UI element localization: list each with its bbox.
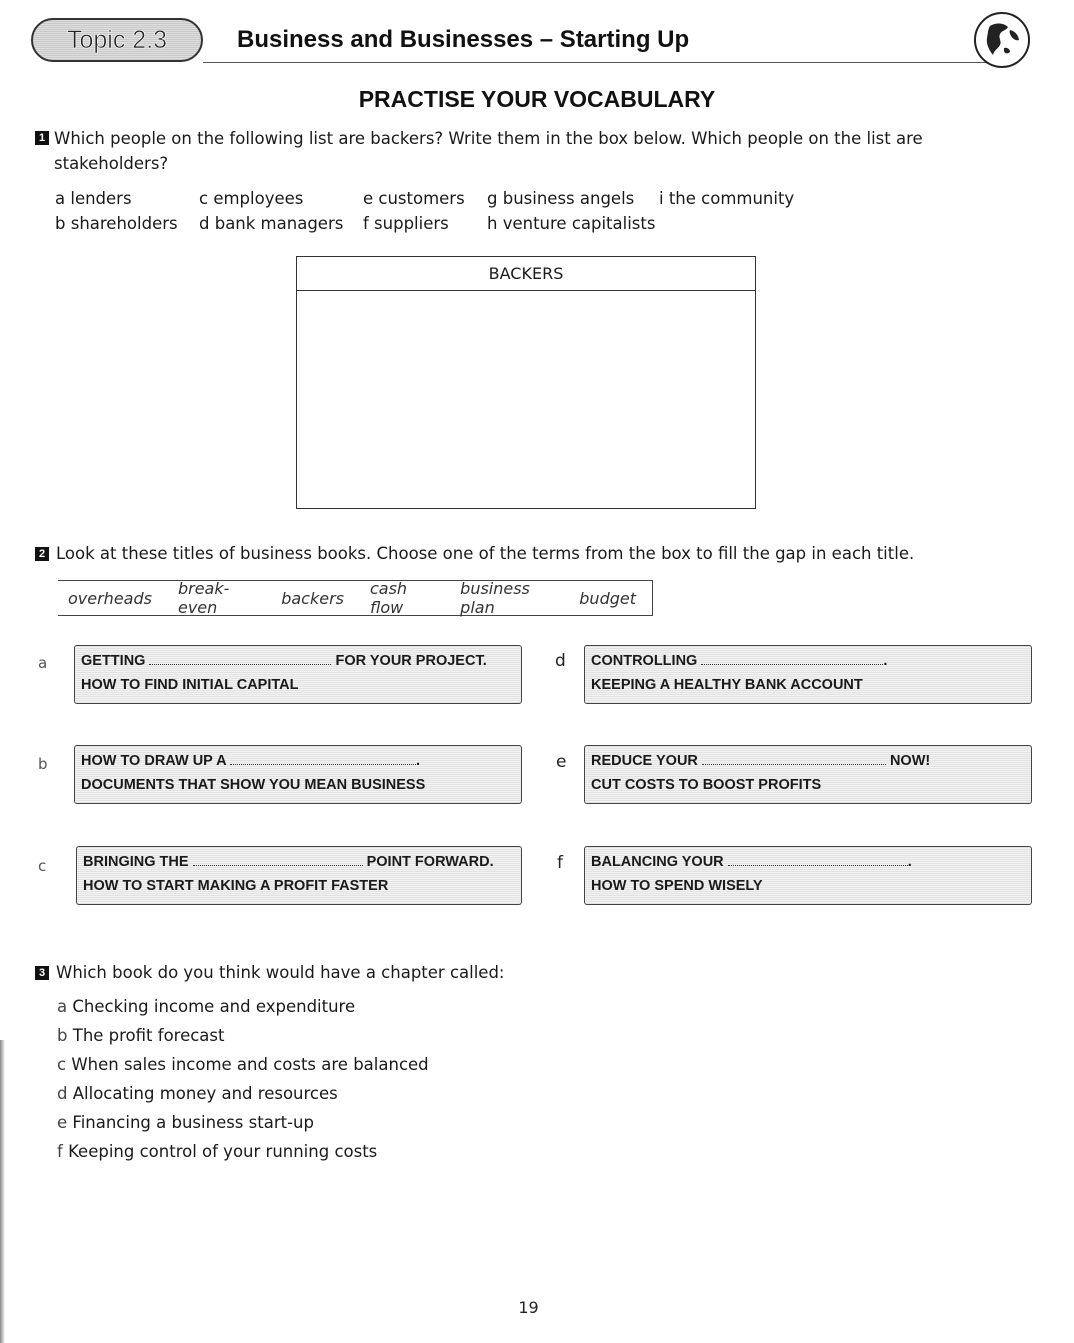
book-title-f: [584, 846, 1032, 905]
book-a-post: FOR YOUR PROJECT.: [335, 653, 487, 669]
book-b-pre: HOW TO DRAW UP A: [81, 753, 226, 769]
book-d-subtitle: KEEPING A HEALTHY BANK ACCOUNT: [591, 677, 863, 693]
page-number: 19: [518, 1298, 539, 1317]
book-c-gap[interactable]: [193, 853, 363, 866]
book-c-letter: c: [38, 857, 47, 875]
globe-icon: [974, 12, 1030, 68]
book-e-letter: e: [556, 752, 567, 772]
question-1-text-line1: Which people on the following list are backers? Write them in the box below. Which people on the list are: [54, 129, 923, 148]
book-b-subtitle: DOCUMENTS THAT SHOW YOU MEAN BUSINESS: [81, 777, 426, 793]
book-f-post: .: [907, 854, 912, 870]
book-d-gap[interactable]: [701, 652, 883, 665]
question-2-text: Look at these titles of business books. Choose one of the terms from the box to fill the gap in each title.: [56, 544, 915, 563]
term-business-plan: business plan: [460, 579, 530, 617]
chapter-item-e: e Financing a business start-up: [57, 1113, 314, 1132]
book-a-subtitle: HOW TO FIND INITIAL CAPITAL: [81, 677, 299, 693]
question-3-number: 3: [35, 966, 49, 980]
word-e: e customers: [363, 189, 465, 208]
book-f-gap[interactable]: [728, 853, 908, 866]
book-e-subtitle: CUT COSTS TO BOOST PROFITS: [591, 777, 822, 793]
term-cash-flow: cash flow: [369, 579, 408, 617]
term-budget: budget: [579, 588, 636, 608]
book-a-pre: GETTING: [81, 653, 146, 669]
topic-badge: [31, 18, 203, 62]
book-title-c: [76, 846, 522, 905]
book-e-gap[interactable]: [702, 752, 886, 765]
book-a-letter: a: [38, 654, 48, 672]
book-d-letter: d: [555, 651, 566, 671]
book-title-a: [74, 645, 522, 704]
book-title-e: [584, 745, 1032, 804]
chapter-item-a: a Checking income and expenditure: [57, 997, 356, 1016]
backers-answer-box[interactable]: [296, 256, 756, 509]
chapter-item-b: b The profit forecast: [57, 1026, 225, 1045]
word-f: f suppliers: [363, 214, 449, 233]
terms-box: [58, 580, 653, 616]
word-i: i the community: [659, 189, 795, 208]
book-d-post: .: [883, 653, 888, 669]
page-binding-shadow: [0, 1040, 5, 1343]
chapter-item-f: f Keeping control of your running costs: [57, 1142, 378, 1161]
question-1-text-line2: stakeholders?: [54, 154, 169, 173]
term-backers: backers: [281, 588, 344, 608]
topic-label: Topic 2.3: [66, 25, 168, 54]
backers-box-title: BACKERS: [297, 257, 755, 291]
question-3-text: Which book do you think would have a chapter called:: [56, 963, 505, 982]
book-d-pre: CONTROLLING: [591, 653, 698, 669]
term-break-even: break-even: [177, 579, 230, 617]
book-b-letter: b: [38, 755, 48, 773]
word-a: a lenders: [55, 189, 132, 208]
book-c-subtitle: HOW TO START MAKING A PROFIT FASTER: [83, 878, 389, 894]
question-1-number: 1: [35, 131, 49, 145]
chapter-item-c: c When sales income and costs are balanced: [57, 1055, 429, 1074]
question-2-number: 2: [35, 547, 49, 561]
word-h: h venture capitalists: [487, 214, 656, 233]
book-f-pre: BALANCING YOUR: [591, 854, 724, 870]
book-b-gap[interactable]: [230, 752, 416, 765]
book-f-subtitle: HOW TO SPEND WISELY: [591, 878, 763, 894]
chapter-item-d: d Allocating money and resources: [57, 1084, 338, 1103]
book-b-post: .: [416, 753, 421, 769]
book-title-b: [74, 745, 522, 804]
word-g: g business angels: [487, 189, 635, 208]
book-title-d: [584, 645, 1032, 704]
book-c-post: POINT FORWARD.: [366, 854, 494, 870]
book-e-pre: REDUCE YOUR: [591, 753, 698, 769]
book-c-pre: BRINGING THE: [83, 854, 189, 870]
book-a-gap[interactable]: [149, 652, 331, 665]
section-title: PRACTISE YOUR VOCABULARY: [358, 86, 716, 112]
book-e-post: NOW!: [889, 753, 931, 769]
page-title: Business and Businesses – Starting Up: [237, 26, 690, 53]
header-divider: [203, 62, 993, 63]
term-overheads: overheads: [68, 588, 152, 608]
book-f-letter: f: [557, 853, 563, 873]
word-b: b shareholders: [55, 214, 178, 233]
word-d: d bank managers: [199, 214, 344, 233]
word-c: c employees: [199, 189, 304, 208]
